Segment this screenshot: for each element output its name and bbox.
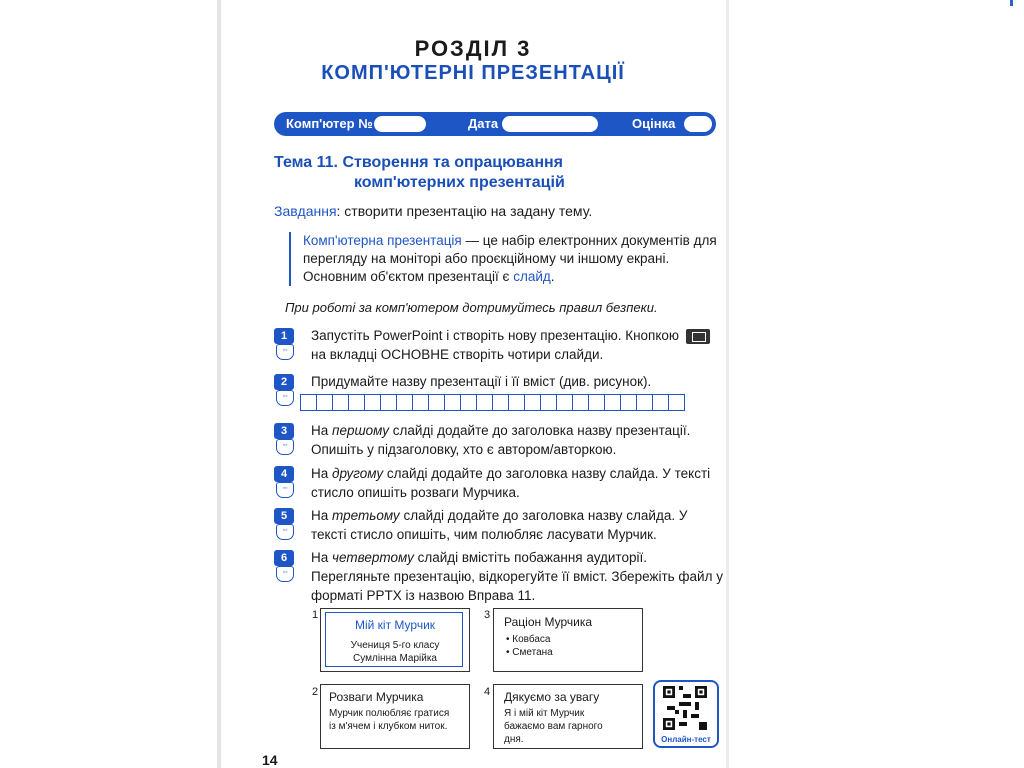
slide-1-title: Мій кіт Мурчик [354,618,436,632]
theme-line-1: Тема 11. Створення та опрацювання [274,154,563,171]
grid-cell[interactable] [316,394,333,411]
page-edge-left [217,0,221,768]
step-text-em: першому [332,423,390,438]
step-number: 1 [274,328,294,344]
mouse-icon: ◦◦ [276,524,294,540]
step-badge [274,374,296,406]
step-text-a: На [311,508,333,523]
theme-heading [274,153,565,193]
step-number: 5 [274,508,294,524]
step-text-a: На [311,466,333,481]
step-number: 2 [274,374,294,390]
slide-1-line-2: Сумлінна Марійка [353,653,437,664]
step-text-em: другому [332,466,384,481]
slide-thumb-4 [493,684,643,749]
slide-2-title: Розваги Мурчика [329,690,424,704]
grid-cell[interactable] [380,394,397,411]
grid-cell[interactable] [412,394,429,411]
slide-number-2: 2 [312,686,319,698]
slide-number-3: 3 [484,609,491,621]
definition-box [289,232,733,286]
definition-term: Комп'ютерна презентація [303,233,462,248]
slide-2-text [329,707,449,733]
grid-cell[interactable] [540,394,557,411]
step-text-a: На [311,423,333,438]
grade-label: Оцінка [632,116,676,131]
slide-number-4: 4 [484,686,491,698]
step-text-em: третьому [332,508,400,523]
step-text-a: На [311,550,333,565]
page-number: 14 [262,752,278,768]
grid-cell[interactable] [572,394,589,411]
grid-cell[interactable] [300,394,317,411]
mouse-icon: ◦◦ [276,566,294,582]
grid-cell[interactable] [604,394,621,411]
slide-thumb-1 [320,608,470,672]
grid-cell[interactable] [652,394,669,411]
slide-3-item-2-text: Сметана [512,647,553,658]
slide-2-line-2: із м'ячем і клубком ниток. [329,721,448,732]
grid-cell[interactable] [524,394,541,411]
qr-code-icon [663,686,707,730]
step-text-b: слайді вмістіть побажання аудиторії. Перегляньте презентацію, відкорегуйте її вміст. Збережіть файл у форматі PPTX із назвою Вправа 11. [311,550,723,603]
slide-4-text [504,707,603,746]
section-title: КОМП'ЮТЕРНІ ПРЕЗЕНТАЦІЇ [321,62,625,84]
definition-end: . [550,269,555,284]
slide-3-title: Раціон Мурчика [504,615,593,629]
grid-cell[interactable] [556,394,573,411]
step-text [311,421,723,459]
step-badge [274,550,296,582]
grid-cell[interactable] [476,394,493,411]
slide-3-list [506,633,553,659]
slide-1-subtitle [321,639,469,665]
step-text-b: слайді додайте до заголовка назву презентації. Опишіть у підзаголовку, хто є автором/авторкою. [311,423,691,457]
mouse-icon: ◦◦ [276,482,294,498]
step-badge [274,423,296,455]
slide-2-line-1: Мурчик полюбляє гратися [329,708,450,719]
info-bar [274,112,716,136]
grid-cell[interactable] [588,394,605,411]
step-text [311,548,723,605]
task-text: : створити презентацію на задану тему. [336,203,593,219]
slide-number-1: 1 [312,609,319,621]
slide-4-title: Дякуємо за увагу [504,690,600,704]
step-text: Придумайте назву презентації і її вміст (див. рисунок). [311,374,652,389]
grid-cell[interactable] [348,394,365,411]
step-text-b: слайді додайте до заголовка назву слайда. У тексті стисло опишіть розваги Мурчика. [311,466,711,500]
slide-4-line-3: дня. [504,734,524,745]
computer-label: Комп'ютер № [286,116,373,131]
slide-4-line-1: Я і мій кіт Мурчик [504,708,585,719]
computer-field[interactable] [374,116,426,132]
date-label: Дата [468,116,499,131]
step-text-b: слайді додайте до заголовка назву слайда. У тексті стисло опишіть, чим полюбляє ласувати Мурчик. [311,508,688,542]
date-field[interactable] [502,116,598,132]
grid-cell[interactable] [428,394,445,411]
grid-cell[interactable] [668,394,685,411]
slide-thumb-3 [493,608,643,672]
task-label: Завдання [274,203,337,219]
grid-cell[interactable] [364,394,381,411]
qr-code[interactable] [653,680,719,748]
step-text-a: Запустіть PowerPoint і створіть нову презентацію. Кнопкою [311,328,680,343]
step-text-b: на вкладці ОСНОВНЕ створіть чотири слайди. [311,347,604,362]
mouse-icon: ◦◦ [276,439,294,455]
step-text-em: четвертому [332,550,414,565]
task-statement [274,203,592,219]
step-badge [274,466,296,498]
section-number: РОЗДІЛ 3 [414,36,532,61]
slide-1-line-1: Учениця 5-го класу [350,640,440,651]
page-edge-right [726,0,729,768]
safety-note: При роботі за комп'ютером дотримуйтесь правил безпеки. [285,300,658,315]
grade-field[interactable] [684,116,712,132]
step-text [311,506,723,544]
grid-cell[interactable] [460,394,477,411]
grid-cell[interactable] [492,394,509,411]
step-badge [274,328,296,360]
step-text [311,326,723,364]
grid-cell[interactable] [332,394,349,411]
answer-grid[interactable] [300,394,684,411]
slide-3-item-1-text: Ковбаса [512,634,551,645]
slide-thumb-2 [320,684,470,749]
step-number: 6 [274,550,294,566]
mouse-icon: ◦◦ [276,390,294,406]
mouse-icon: ◦◦ [276,344,294,360]
step-number: 4 [274,466,294,482]
definition-term-slide: слайд [513,269,551,284]
slide-4-line-2: бажаємо вам гарного [504,721,603,732]
corner-mark [1010,0,1013,6]
slide-3-item-2: • Сметана [506,647,553,658]
grid-cell[interactable] [508,394,525,411]
new-slide-icon [686,329,710,344]
slide-3-item-1: • Ковбаса [506,634,551,645]
grid-cell[interactable] [444,394,461,411]
grid-cell[interactable] [636,394,653,411]
step-badge [274,508,296,540]
step-number: 3 [274,423,294,439]
step-text [311,464,723,502]
qr-caption: Онлайн-тест [661,735,711,744]
theme-line-2: комп'ютерних презентацій [354,174,565,191]
grid-cell[interactable] [620,394,637,411]
grid-cell[interactable] [396,394,413,411]
definition-text: — це набір електронних документів для перегляду на моніторі або проєкційному чи іншому екрані. Основним об'єктом презентації є [303,233,717,284]
